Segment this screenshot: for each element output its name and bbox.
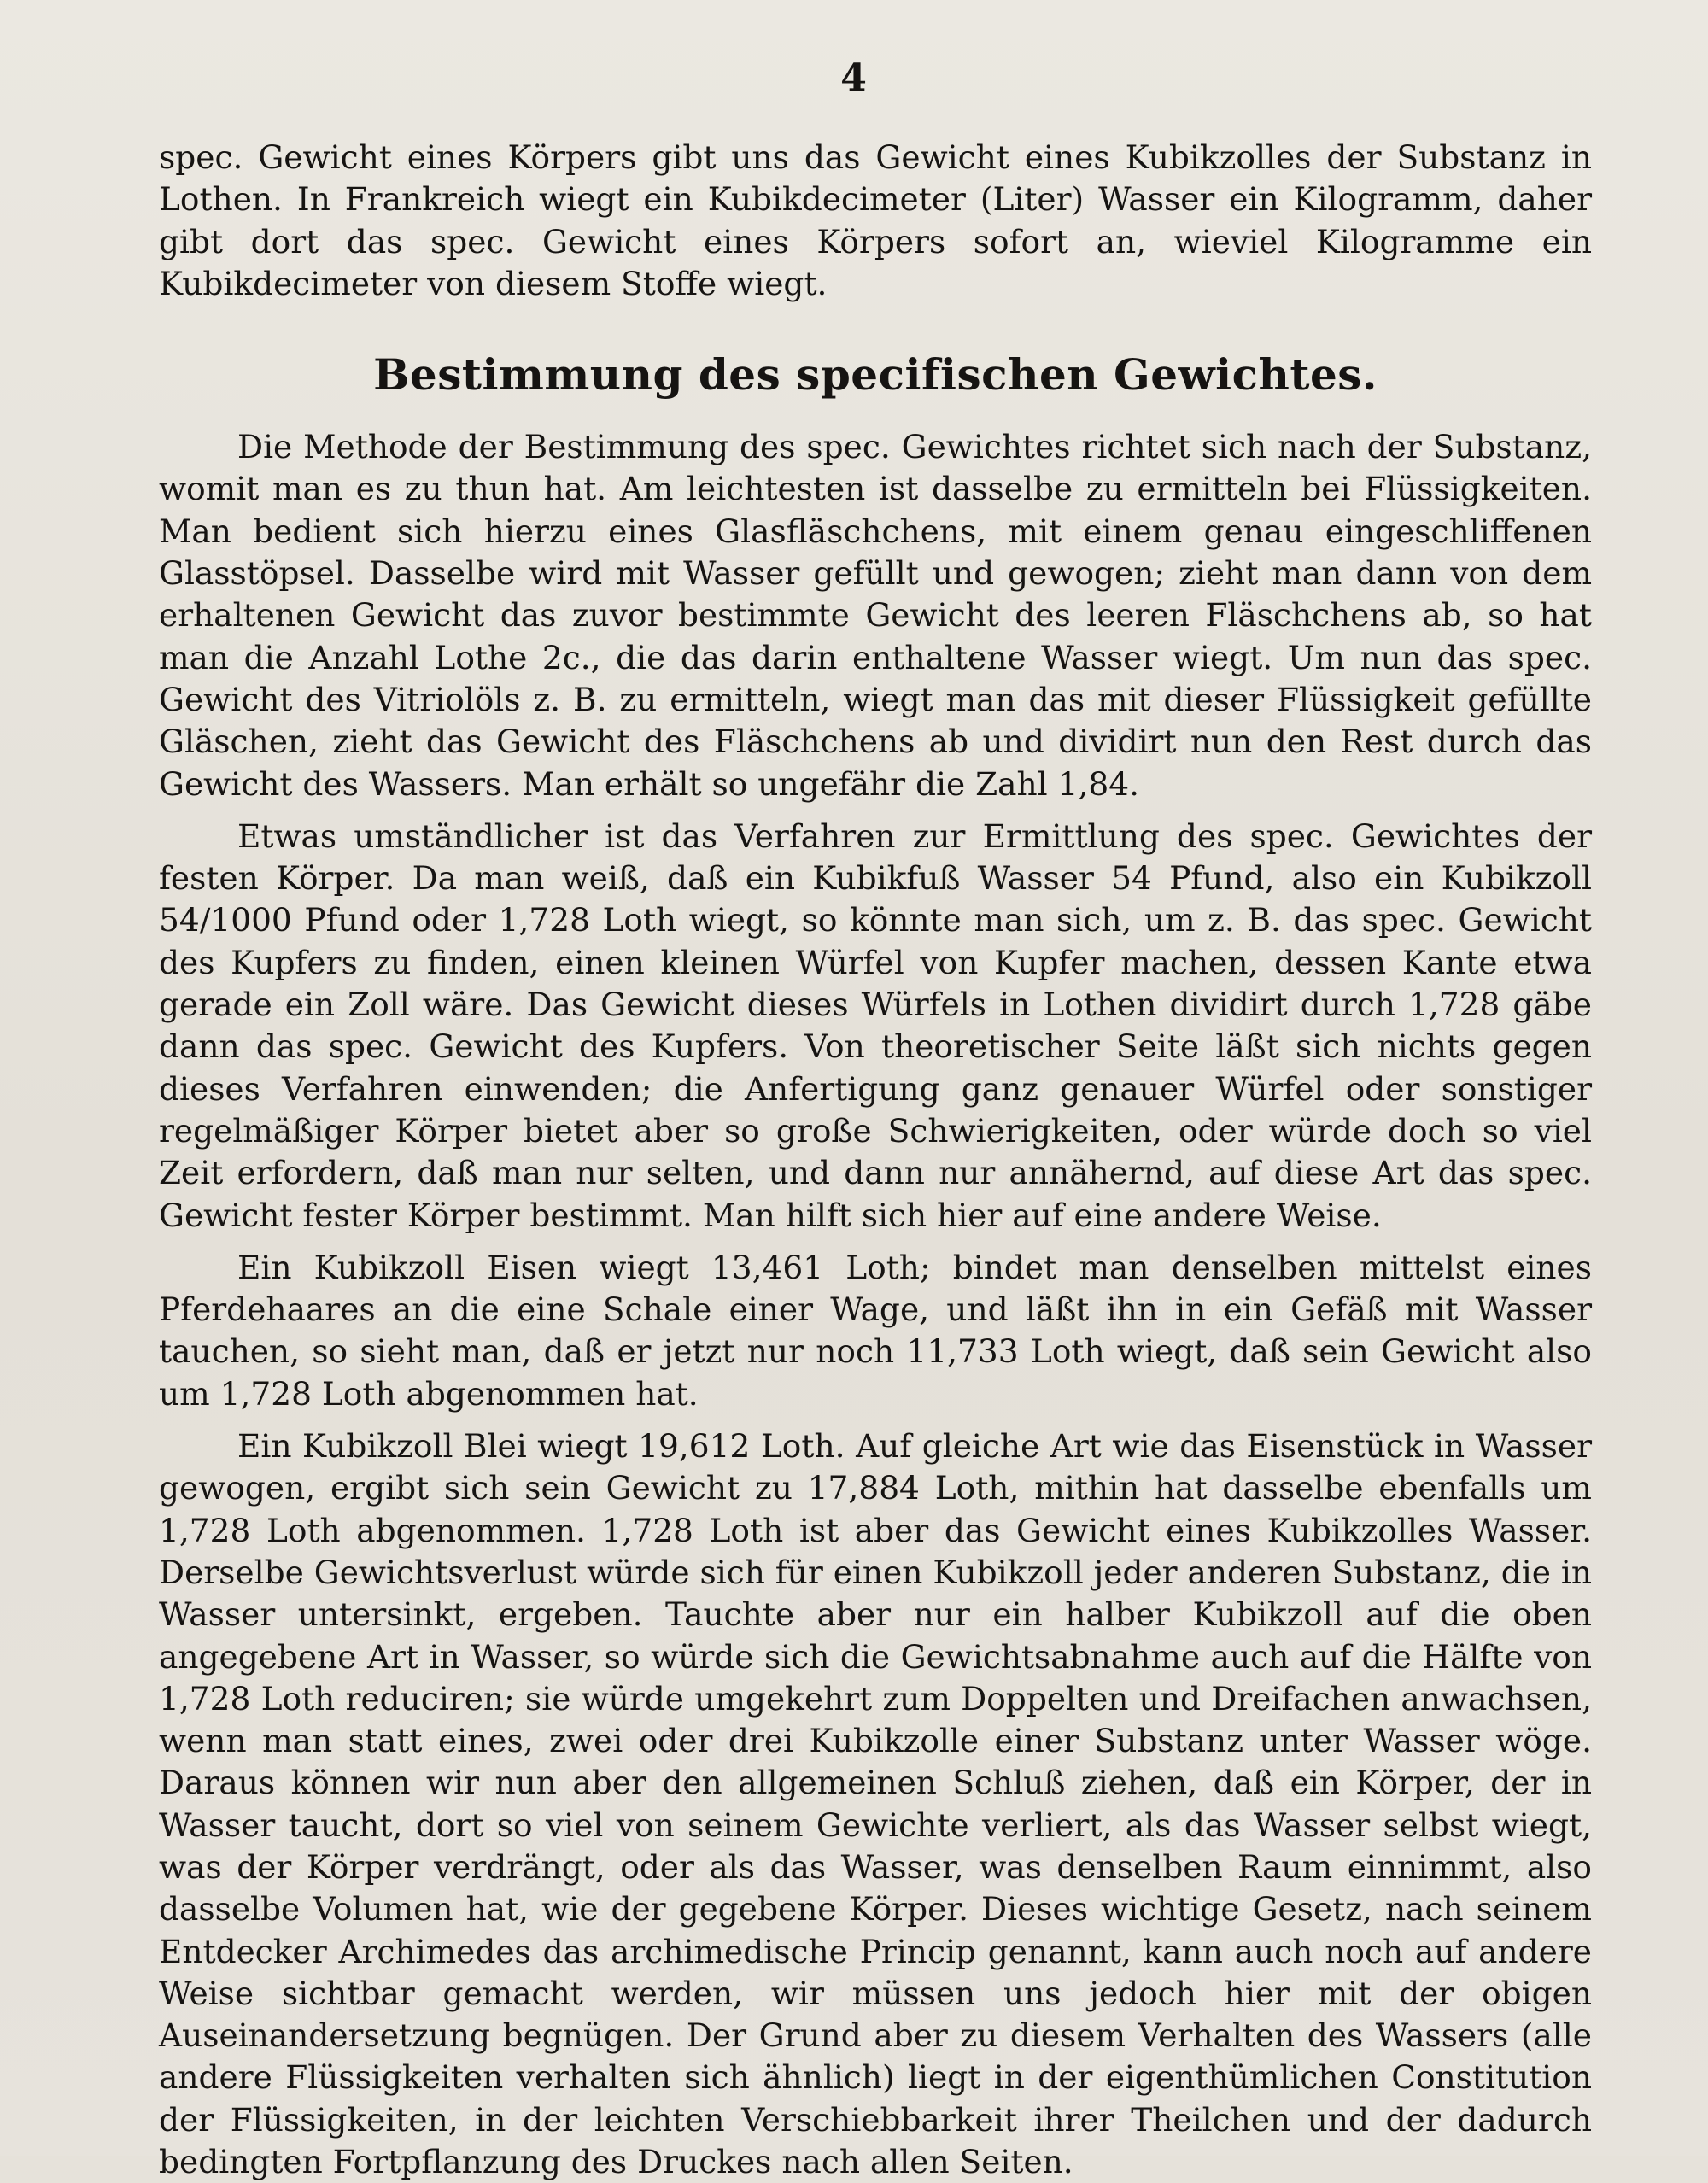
paragraph-iron: Ein Kubikzoll Eisen wiegt 13,461 Loth; bindet man denselben mittelst eines Pferdehaares an die eine Schale einer Wage, und läßt ihn in ein Gefäß mit Wasser tauchen, so sieht man, daß er jetzt nur noch 11,733 Loth wiegt, daß sein Gewicht also um 1,728 Loth abgenommen hat. [159,1248,1592,1413]
body-text [159,137,1592,2183]
paragraph-intro: spec. Gewicht eines Körpers gibt uns das Gewicht eines Kubikzolles der Substanz in Lothen. In Frankreich wiegt ein Kubikdecimeter (Liter) Wasser ein Kilogramm, daher gibt dort das spec. Gewicht eines Körpers sofort an, wieviel Kilogramme ein Kubikdecimeter von diesem Stoffe wiegt. [159,138,1592,302]
paragraph-lead: Ein Kubikzoll Blei wiegt 19,612 Loth. Auf gleiche Art wie das Eisenstück in Wasser gewogen, ergibt sich sein Gewicht zu 17,884 Loth, mithin hat dasselbe ebenfalls um 1,728 Loth abgenommen. 1,728 Loth ist aber das Gewicht eines Kubikzolles Wasser. Derselbe Gewichtsverlust würde sich für einen Kubikzoll jeder anderen Substanz, die in Wasser untersinkt, ergeben. Tauchte aber nur ein halber Kubikzoll auf die oben angegebene Art in Wasser, so würde sich die Gewichtsabnahme auch auf die Hälfte von 1,728 Loth reduciren; sie würde umgekehrt zum Doppelten und Dreifachen anwachsen, wenn man statt eines, zwei oder drei Kubikzolle einer Substanz unter Wasser wöge. Daraus können wir nun aber den allgemeinen Schluß ziehen, daß ein Körper, der in Wasser taucht, dort so viel von seinem Gewichte verliert, als das Wasser selbst wiegt, was der Körper verdrängt, oder als das Wasser, was denselben Raum einnimmt, also dasselbe Volumen hat, wie der gegebene Körper. Dieses wichtige Gesetz, nach seinem Entdecker Archimedes das archimedische Princip genannt, kann auch noch auf andere Weise sichtbar gemacht werden, wir müssen uns jedoch hier mit der obigen Auseinandersetzung begnügen. Der Grund aber zu diesem Verhalten des Wassers (alle andere Flüssigkeiten verhalten sich ähnlich) liegt in der eigenthümlichen Constitution der Flüssigkeiten, in der leichten Verschiebbarkeit ihrer Theilchen und der dadurch bedingten Fortpflanzung des Druckes nach allen Seiten. [159,1427,1592,2181]
paragraph-method: Die Methode der Bestimmung des spec. Gewichtes richtet sich nach der Substanz, womit man es zu thun hat. Am leichtesten ist dasselbe zu ermitteln bei Flüssigkeiten. Man bedient sich hierzu eines Glasfläschchens, mit einem genau eingeschliffenen Glasstöpsel. Dasselbe wird mit Wasser gefüllt und gewogen; zieht man dann von dem erhaltenen Gewicht das zuvor bestimmte Gewicht des leeren Fläschchens ab, so hat man die Anzahl Lothe 2c., die das darin enthaltene Wasser wiegt. Um nun das spec. Gewicht des Vitriolöls z. B. zu ermitteln, wiegt man das mit dieser Flüssigkeit gefüllte Gläschen, zieht das Gewicht des Fläschchens ab und dividirt nun den Rest durch das Gewicht des Wassers. Man erhält so ungefähr die Zahl 1,84. [159,428,1592,803]
paragraph-solid-bodies: Etwas umständlicher ist das Verfahren zur Ermittlung des spec. Gewichtes der festen Körper. Da man weiß, daß ein Kubikfuß Wasser 54 Pfund, also ein Kubikzoll 54/1000 Pfund oder 1,728 Loth wiegt, so könnte man sich, um z. B. das spec. Gewicht des Kupfers zu finden, einen kleinen Würfel von Kupfer machen, dessen Kante etwa gerade ein Zoll wäre. Das Gewicht dieses Würfels in Lothen dividirt durch 1,728 gäbe dann das spec. Gewicht des Kupfers. Von theoretischer Seite läßt sich nichts gegen dieses Verfahren einwenden; die Anfertigung ganz genauer Würfel oder sonstiger regelmäßiger Körper bietet aber so große Schwierigkeiten, oder würde doch so viel Zeit erfordern, daß man nur selten, und dann nur annähernd, auf diese Art das spec. Gewicht fester Körper bestimmt. Man hilft sich hier auf eine andere Weise. [159,816,1592,1234]
page-number: 4 [840,56,868,100]
section-heading: Bestimmung des specifischen Gewichtes. [373,349,1378,401]
